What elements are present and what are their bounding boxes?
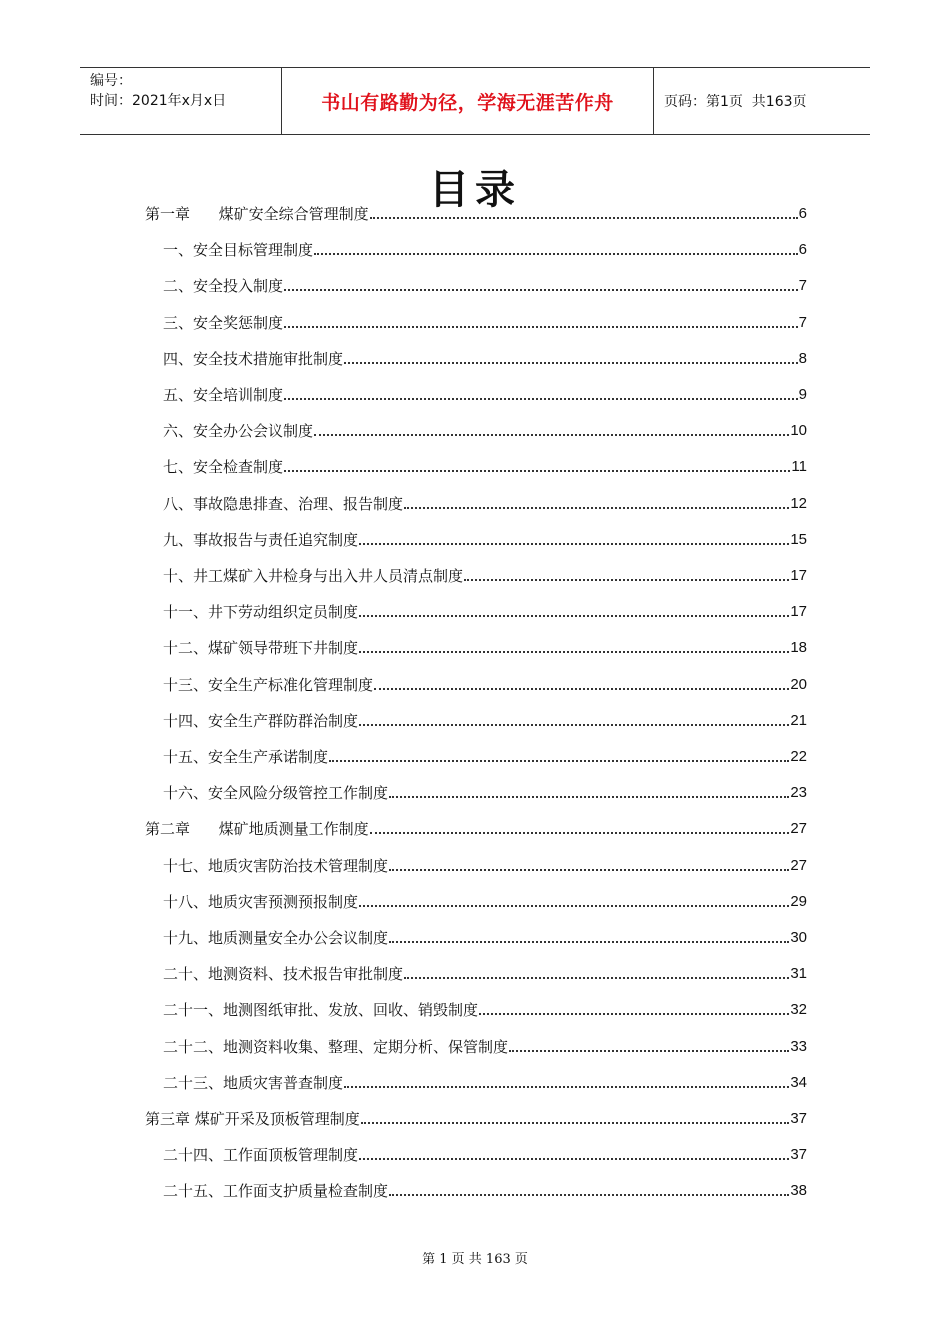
toc-section-entry[interactable]	[163, 1143, 807, 1165]
toc-page-number: 21	[790, 711, 807, 729]
toc-entry-title: 十七、地质灾害防治技术管理制度	[163, 856, 389, 875]
toc-entry-title: 八、事故隐患排查、治理、报告制度	[163, 494, 404, 513]
toc-entry-title: 二十四、工作面顶板管理制度	[163, 1146, 359, 1165]
toc-section-entry[interactable]	[163, 1035, 807, 1057]
toc-dot-leader	[359, 724, 789, 726]
toc-page-number: 10	[790, 422, 807, 440]
toc-dot-leader	[284, 326, 798, 328]
toc-dot-leader	[464, 579, 789, 581]
toc-page-number: 15	[790, 530, 807, 548]
toc-page-number: 30	[790, 929, 807, 946]
toc-dot-leader	[479, 1013, 789, 1015]
toc-section-entry[interactable]	[163, 854, 807, 876]
toc-section-entry[interactable]	[163, 492, 807, 514]
toc-entry-title: 十六、安全风险分级管控工作制度	[163, 784, 389, 803]
toc-entry-title: 十四、安全生产群防群治制度	[163, 711, 359, 730]
toc-section-entry[interactable]	[163, 274, 807, 296]
toc-dot-leader	[359, 1158, 789, 1160]
toc-entry-title: 第三章 煤矿开采及顶板管理制度	[145, 1110, 360, 1128]
toc-dot-leader	[344, 1086, 789, 1088]
toc-section-entry[interactable]	[163, 890, 807, 912]
toc-entry-title: 二十、地测资料、技术报告审批制度	[163, 965, 404, 984]
toc-section-entry[interactable]	[163, 528, 807, 550]
toc-dot-leader	[389, 796, 789, 798]
toc-page-number: 8	[798, 349, 807, 367]
toc-page-number: 27	[790, 856, 807, 874]
toc-dot-leader	[359, 651, 789, 653]
toc-chapter-entry[interactable]	[145, 817, 807, 839]
toc-page-number: 12	[790, 494, 807, 512]
toc-dot-leader	[359, 543, 789, 545]
toc-dot-leader	[509, 1050, 789, 1052]
toc-page-number: 32	[790, 1001, 807, 1019]
toc-dot-leader	[359, 905, 789, 907]
toc-entry-title: 九、事故报告与责任追究制度	[163, 530, 359, 549]
toc-page-number: 6	[798, 241, 807, 259]
toc-dot-leader	[361, 1122, 790, 1124]
toc-section-entry[interactable]	[163, 238, 807, 260]
toc-section-entry[interactable]	[163, 926, 807, 948]
toc-page-number: 7	[798, 313, 807, 331]
toc-dot-leader	[370, 832, 790, 834]
toc-section-entry[interactable]	[163, 600, 807, 622]
toc-chapter-entry[interactable]	[145, 202, 807, 224]
toc-page-number: 22	[790, 748, 807, 765]
page-footer: 第 1 页 共 163 页	[422, 1252, 528, 1267]
toc-entry-title: 一、安全目标管理制度	[163, 241, 314, 260]
toc-page-number: 23	[790, 784, 807, 802]
toc-entry-title: 四、安全技术措施审批制度	[163, 349, 344, 368]
toc-dot-leader	[389, 869, 789, 871]
toc-page-number: 20	[790, 675, 807, 693]
toc-page-number: 37	[790, 1146, 807, 1164]
document-number-label: 编号：	[90, 73, 132, 89]
toc-dot-leader	[314, 434, 789, 436]
toc-entry-title: 二十三、地质灾害普查制度	[163, 1073, 344, 1092]
toc-entry-title: 二十一、地测图纸审批、发放、回收、销毁制度	[163, 1001, 479, 1020]
toc-page-number: 37	[790, 1110, 807, 1127]
toc-page-number: 7	[798, 277, 807, 295]
toc-page-number: 17	[790, 567, 807, 584]
toc-page-number: 34	[790, 1073, 807, 1091]
toc-entry-title: 二十五、工作面支护质量检查制度	[163, 1182, 389, 1201]
toc-chapter-entry[interactable]	[145, 1107, 807, 1129]
toc-section-entry[interactable]	[163, 347, 807, 369]
toc-section-entry[interactable]	[163, 1179, 807, 1201]
toc-dot-leader	[329, 760, 789, 762]
toc-dot-leader	[404, 977, 789, 979]
toc-page-number: 11	[791, 458, 807, 476]
toc-page-number: 31	[790, 965, 807, 983]
toc-section-entry[interactable]	[163, 1071, 807, 1093]
page-header	[80, 67, 870, 135]
toc-dot-leader	[284, 398, 798, 400]
toc-page-number: 6	[798, 205, 807, 222]
toc-section-entry[interactable]	[163, 745, 807, 767]
toc-page-number: 18	[790, 639, 807, 657]
toc-section-entry[interactable]	[163, 636, 807, 658]
toc-entry-title: 五、安全培训制度	[163, 386, 284, 404]
toc-title: 目录	[429, 167, 521, 213]
toc-entry-title: 十一、井下劳动组织定员制度	[163, 603, 359, 622]
toc-dot-leader	[284, 470, 790, 472]
toc-entry-title: 十、井工煤矿入井检身与出入井人员清点制度	[163, 567, 464, 585]
toc-page-number: 29	[790, 892, 807, 910]
toc-dot-leader	[404, 507, 789, 509]
toc-entry-title: 第二章 煤矿地质测量工作制度	[145, 820, 369, 839]
toc-section-entry[interactable]	[163, 962, 807, 984]
toc-section-entry[interactable]	[163, 709, 807, 731]
toc-dot-leader	[389, 1194, 789, 1196]
toc-entry-title: 二十二、地测资料收集、整理、定期分析、保管制度	[163, 1037, 509, 1056]
toc-section-entry[interactable]	[163, 998, 807, 1020]
toc-section-entry[interactable]	[163, 311, 807, 333]
toc-dot-leader	[374, 688, 789, 690]
header-motto: 书山有路勤为径，学海无涯苦作舟	[282, 68, 654, 134]
toc-section-entry[interactable]	[163, 564, 807, 586]
toc-entry-title: 三、安全奖惩制度	[163, 313, 284, 332]
toc-section-entry[interactable]	[163, 673, 807, 695]
toc-page-number: 17	[790, 603, 807, 621]
document-time-label: 时间：2021年x月x日	[90, 93, 227, 109]
toc-entry-title: 十二、煤矿领导带班下井制度	[163, 639, 359, 658]
toc-entry-title: 十九、地质测量安全办公会议制度	[163, 929, 389, 947]
toc-entry-title: 六、安全办公会议制度	[163, 422, 314, 441]
toc-page-number: 27	[790, 820, 807, 838]
toc-dot-leader	[344, 362, 798, 364]
toc-entry-title: 二、安全投入制度	[163, 277, 284, 296]
toc-entry-title: 七、安全检查制度	[163, 458, 284, 477]
toc-dot-leader	[370, 217, 798, 219]
toc-dot-leader	[359, 615, 789, 617]
toc-page-number: 33	[790, 1037, 807, 1055]
toc-entry-title: 十五、安全生产承诺制度	[163, 748, 329, 766]
toc-dot-leader	[389, 941, 789, 943]
toc-page-number: 38	[790, 1182, 807, 1200]
toc-section-entry[interactable]	[163, 383, 807, 405]
toc-dot-leader	[284, 289, 798, 291]
toc-entry-title: 十八、地质灾害预测预报制度	[163, 892, 359, 911]
toc-section-entry[interactable]	[163, 455, 807, 477]
toc-entry-title: 第一章 煤矿安全综合管理制度	[145, 205, 369, 223]
header-page-info: 页码：第1页 共163页	[664, 94, 807, 110]
toc-section-entry[interactable]	[163, 781, 807, 803]
toc-page-number: 9	[798, 386, 807, 403]
toc-entry-title: 十三、安全生产标准化管理制度	[163, 675, 374, 694]
toc-dot-leader	[314, 253, 798, 255]
toc-section-entry[interactable]	[163, 419, 807, 441]
header-meta	[80, 68, 282, 134]
